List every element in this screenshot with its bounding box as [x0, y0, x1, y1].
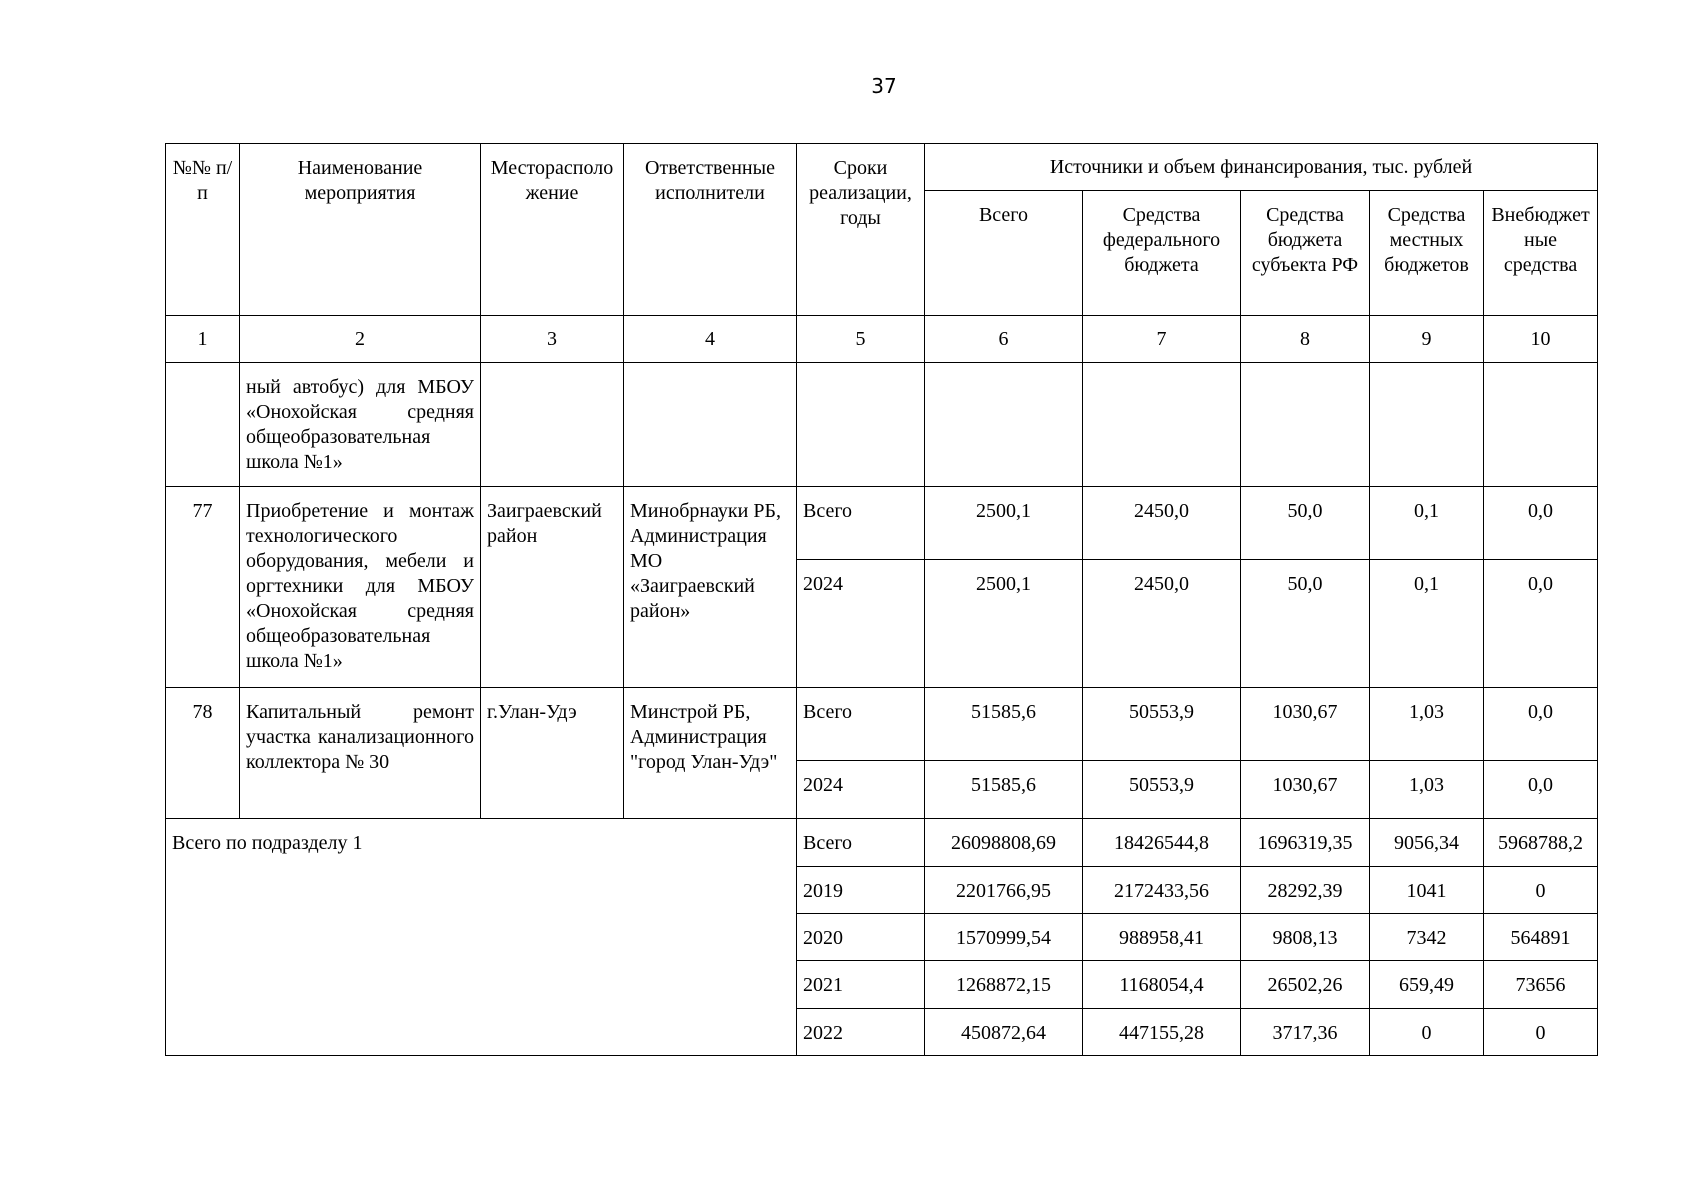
subtotal-local: 9056,34	[1370, 819, 1484, 867]
header-sources: Источники и объем финансирования, тыс. рублей	[925, 144, 1598, 191]
item-federal: 50553,9	[1083, 688, 1241, 761]
subtotal-period: 2021	[797, 961, 925, 1009]
subtotal-label: Всего по подразделу 1	[166, 819, 797, 1056]
table-row	[166, 688, 1598, 761]
header-total: Всего	[925, 191, 1083, 316]
subtotal-federal: 1168054,4	[1083, 961, 1241, 1009]
item-location: г.Улан-Удэ	[481, 688, 624, 819]
continuation-period	[797, 363, 925, 487]
subtotal-regional: 1696319,35	[1241, 819, 1370, 867]
item-location: Заиграевский район	[481, 487, 624, 688]
item-local: 1,03	[1370, 688, 1484, 761]
item-total: 51585,6	[925, 688, 1083, 761]
item-number: 78	[166, 688, 240, 819]
subtotal-extra: 0	[1484, 1009, 1598, 1056]
subtotal-extra: 5968788,2	[1484, 819, 1598, 867]
item-total: 2500,1	[925, 560, 1083, 688]
subtotal-total: 26098808,69	[925, 819, 1083, 867]
subtotal-total: 2201766,95	[925, 867, 1083, 914]
item-total: 51585,6	[925, 761, 1083, 819]
continuation-regional	[1241, 363, 1370, 487]
subtotal-federal: 2172433,56	[1083, 867, 1241, 914]
subtotal-row	[166, 819, 1598, 867]
item-local: 0,1	[1370, 487, 1484, 560]
subtotal-regional: 26502,26	[1241, 961, 1370, 1009]
subtotal-local: 0	[1370, 1009, 1484, 1056]
item-executors: Минстрой РБ, Администрация "город Улан-Удэ"	[624, 688, 797, 819]
item-regional: 50,0	[1241, 487, 1370, 560]
header-extra: Внебюджетные средства	[1484, 191, 1598, 316]
column-number: 10	[1484, 316, 1598, 363]
subtotal-regional: 3717,36	[1241, 1009, 1370, 1056]
column-number: 3	[481, 316, 624, 363]
subtotal-total: 1268872,15	[925, 961, 1083, 1009]
financing-table	[165, 143, 1598, 1056]
subtotal-total: 450872,64	[925, 1009, 1083, 1056]
item-name: Приобретение и монтаж технологического оборудования, мебели и оргтехники для МБОУ «Онохойская средняя общеобразовательная школа №1»	[240, 487, 481, 688]
column-number: 2	[240, 316, 481, 363]
subtotal-total: 1570999,54	[925, 914, 1083, 961]
continuation-num	[166, 363, 240, 487]
column-number: 1	[166, 316, 240, 363]
item-extra: 0,0	[1484, 761, 1598, 819]
item-name: Капитальный ремонт участка канализационного коллектора № 30	[240, 688, 481, 819]
header-period: Сроки реализации, годы	[797, 144, 925, 316]
continuation-total	[925, 363, 1083, 487]
item-period: Всего	[797, 487, 925, 560]
item-regional: 1030,67	[1241, 688, 1370, 761]
item-regional: 1030,67	[1241, 761, 1370, 819]
item-local: 1,03	[1370, 761, 1484, 819]
header-name: Наименование мероприятия	[240, 144, 481, 316]
subtotal-local: 7342	[1370, 914, 1484, 961]
column-number: 9	[1370, 316, 1484, 363]
header-num: №№ п/п	[166, 144, 240, 316]
subtotal-regional: 28292,39	[1241, 867, 1370, 914]
item-executors: Минобрнауки РБ, Администрация МО «Заиграевский район»	[624, 487, 797, 688]
item-period: 2024	[797, 560, 925, 688]
column-number: 5	[797, 316, 925, 363]
header-row	[166, 144, 1598, 191]
continuation-local	[1370, 363, 1484, 487]
item-federal: 50553,9	[1083, 761, 1241, 819]
subtotal-local: 659,49	[1370, 961, 1484, 1009]
header-executors: Ответственные исполнители	[624, 144, 797, 316]
header-local: Средства местных бюджетов	[1370, 191, 1484, 316]
subtotal-period: Всего	[797, 819, 925, 867]
subtotal-federal: 18426544,8	[1083, 819, 1241, 867]
subtotal-extra: 564891	[1484, 914, 1598, 961]
table-row	[166, 487, 1598, 560]
column-number: 8	[1241, 316, 1370, 363]
item-extra: 0,0	[1484, 560, 1598, 688]
column-number: 4	[624, 316, 797, 363]
subtotal-federal: 988958,41	[1083, 914, 1241, 961]
subtotal-extra: 73656	[1484, 961, 1598, 1009]
subtotal-period: 2022	[797, 1009, 925, 1056]
continuation-name: ный автобус) для МБОУ «Онохойская средняя общеобразовательная школа №1»	[240, 363, 481, 487]
subtotal-regional: 9808,13	[1241, 914, 1370, 961]
header-regional: Средства бюджета субъекта РФ	[1241, 191, 1370, 316]
continuation-extra	[1484, 363, 1598, 487]
item-regional: 50,0	[1241, 560, 1370, 688]
item-extra: 0,0	[1484, 487, 1598, 560]
column-numbers-row	[166, 316, 1598, 363]
item-period: Всего	[797, 688, 925, 761]
subtotal-local: 1041	[1370, 867, 1484, 914]
column-number: 7	[1083, 316, 1241, 363]
item-federal: 2450,0	[1083, 487, 1241, 560]
item-local: 0,1	[1370, 560, 1484, 688]
subtotal-extra: 0	[1484, 867, 1598, 914]
header-federal: Средства федерального бюджета	[1083, 191, 1241, 316]
continuation-federal	[1083, 363, 1241, 487]
header-location: Месторасположение	[481, 144, 624, 316]
subtotal-period: 2020	[797, 914, 925, 961]
subtotal-federal: 447155,28	[1083, 1009, 1241, 1056]
item-total: 2500,1	[925, 487, 1083, 560]
item-extra: 0,0	[1484, 688, 1598, 761]
subtotal-period: 2019	[797, 867, 925, 914]
continuation-location	[481, 363, 624, 487]
item-period: 2024	[797, 761, 925, 819]
continuation-row	[166, 363, 1598, 487]
column-number: 6	[925, 316, 1083, 363]
item-federal: 2450,0	[1083, 560, 1241, 688]
page-number: 37	[871, 74, 897, 98]
continuation-executors	[624, 363, 797, 487]
item-number: 77	[166, 487, 240, 688]
